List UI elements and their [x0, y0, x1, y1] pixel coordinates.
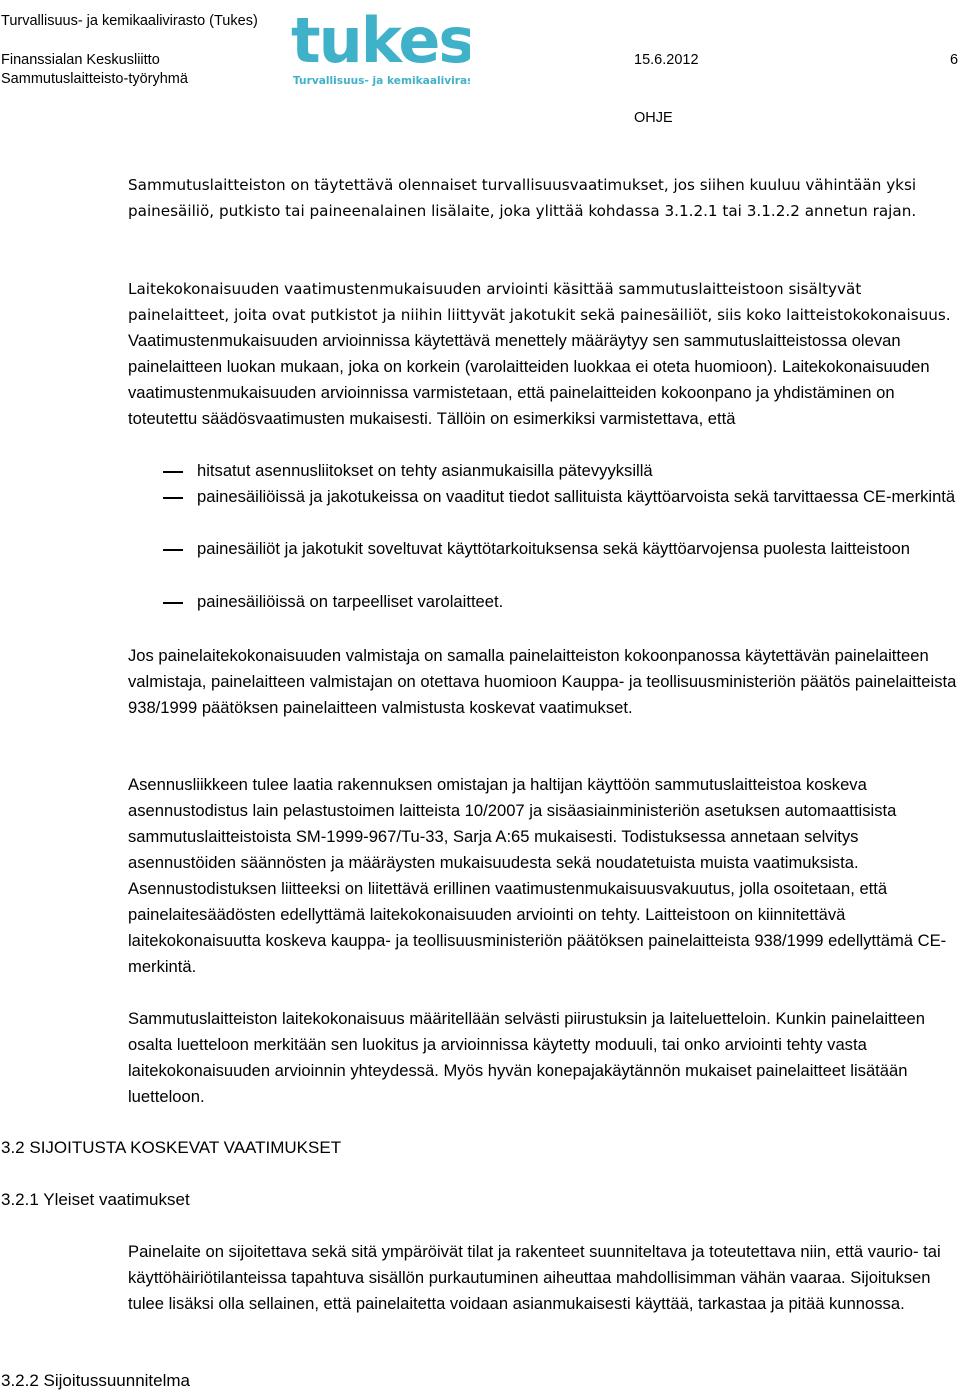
header-date: 15.6.2012: [634, 52, 699, 68]
heading-3-2: 3.2 SIJOITUSTA KOSKEVAT VAATIMUKSET: [1, 1138, 342, 1157]
header-org-tukes: Turvallisuus- ja kemikaalivirasto (Tukes): [1, 13, 258, 29]
header-org-fk: Finanssialan Keskusliitto: [1, 52, 160, 68]
header-doc-type: OHJE: [634, 110, 673, 126]
header-workgroup: Sammutuslaitteisto-työryhmä: [1, 71, 188, 87]
list-dash-3: [163, 549, 183, 551]
paragraph-assessment-part2: Vaatimustenmukaisuuden arvioinnissa käytettävä menettely määräytyy sen sammutuslaitteistossa olevan painelaitteen luokan mukaan, joka on korkein (varolaitteiden luokkaa ei oteta huomioon). Laitekokonaisuuden vaatimustenmukaisuuden arvioinnissa varmistetaan, että painelaitteiden kokoonpano ja yhdistäminen on toteutettu säädösvaatimusten mukaisesti. Tällöin on esimerkiksi varmistettava, että: [128, 331, 930, 428]
header-page-number: 6: [950, 52, 959, 68]
paragraph-intro: Sammutuslaitteiston on täytettävä olennaiset turvallisuusvaatimukset, jos siihen kuuluu vähintään yksi painesäiliö, putkisto tai paineenalainen lisälaite, joka ylittää kohdassa 3.1.2.1 tai 3.1.2.2 annetun rajan.: [128, 176, 917, 220]
list-dash-1: [163, 471, 183, 473]
list-item: painesäiliöt ja jakotukit soveltuvat käyttötarkoituksensa sekä käyttöarvojensa puolesta laitteistoon: [197, 539, 911, 558]
list-item: painesäiliöissä on tarpeelliset varolaitteet.: [197, 592, 504, 611]
paragraph-assessment-part1: Laitekokonaisuuden vaatimustenmukaisuuden arviointi käsittää sammutuslaitteistoon sisältyvät painelaitteet, joita ovat putkistot ja niihin liittyvät jakotukit sekä painesäiliöt, siis koko laitteistokokonaisuus.: [128, 280, 951, 324]
list-dash-2: [163, 497, 183, 499]
paragraph-manufacturer: Jos painelaitekokonaisuuden valmistaja on samalla painelaitteiston kokoonpanossa käytettävän painelaitteen valmistaja, painelaitteen valmistajan on otettava huomioon Kauppa- ja teollisuusministeriön päätös painelaitteista 938/1999 päätöksen painelaitteen valmistusta koskevat vaatimukset.: [128, 646, 957, 717]
tukes-logo: [290, 4, 470, 90]
list-dash-4: [163, 602, 183, 604]
logo-wordmark: tukes: [291, 4, 470, 77]
list-item: painesäiliöissä ja jakotukeissa on vaaditut tiedot sallituista käyttöarvoista sekä tarvittaessa CE-merkintä: [197, 487, 956, 506]
paragraph-installation: Asennusliikkeen tulee laatia rakennuksen omistajan ja haltijan käyttöön sammutuslaitteistoa koskeva asennustodistus lain pelastustoimen laitteista 10/2007 ja sisäasiainministeriön asetuksen automaattisista sammutuslaitteistoista SM-1999-967/Tu-33, Sarja A:65 mukaisesti. Todistuksessa annetaan selvitys asennustöiden säännösten ja määräysten mukaisuudesta sekä noudatetuista muista vaatimuksista. Asennustodistuksen liitteeksi on liitettävä erillinen vaatimustenmukaisuusvakuutus, jolla osoitetaan, että painelaitesäädösten edellyttämä laitekokonaisuuden arviointi on tehty. Laitteistoon on kiinnitettävä laitekokonaisuutta koskeva kauppa- ja teollisuusministeriön päätöksen painelaitteista 938/1999 edellyttämä CE-merkintä.: [128, 775, 947, 976]
paragraph-assessment: [128, 276, 958, 432]
logo-subtext: Turvallisuus- ja kemikaalivirasto: [293, 75, 470, 87]
heading-3-2-1: 3.2.1 Yleiset vaatimukset: [1, 1190, 190, 1209]
paragraph-placement: Painelaite on sijoitettava sekä sitä ympäröivät tilat ja rakenteet suunniteltava ja toteutettava niin, että vaurio- tai käyttöhäiriötilanteissa tapahtuva sisällön purkautuminen aiheuttaa mahdollisimman vähän vaaraa. Sijoituksen tulee lisäksi olla sellainen, että painelaitetta voidaan asianmukaisesti käyttää, tarkastaa ja pitää kunnossa.: [128, 1242, 941, 1313]
paragraph-assembly: Sammutuslaitteiston laitekokonaisuus määritellään selvästi piirustuksin ja laiteluetteloin. Kunkin painelaitteen osalta luetteloon merkitään sen luokitus ja arvioinnissa käytetty moduuli, tai onko arviointi tehty vasta laitekokonaisuuden arvioinnin yhteydessä. Myös hyvän konepajakäytännön mukaiset painelaitteet lisätään luetteloon.: [128, 1009, 925, 1106]
heading-3-2-2: 3.2.2 Sijoitussuunnitelma: [1, 1371, 191, 1390]
tukes-logo-mark: [290, 4, 470, 90]
list-item: hitsatut asennusliitokset on tehty asianmukaisilla pätevyyksillä: [197, 461, 653, 480]
